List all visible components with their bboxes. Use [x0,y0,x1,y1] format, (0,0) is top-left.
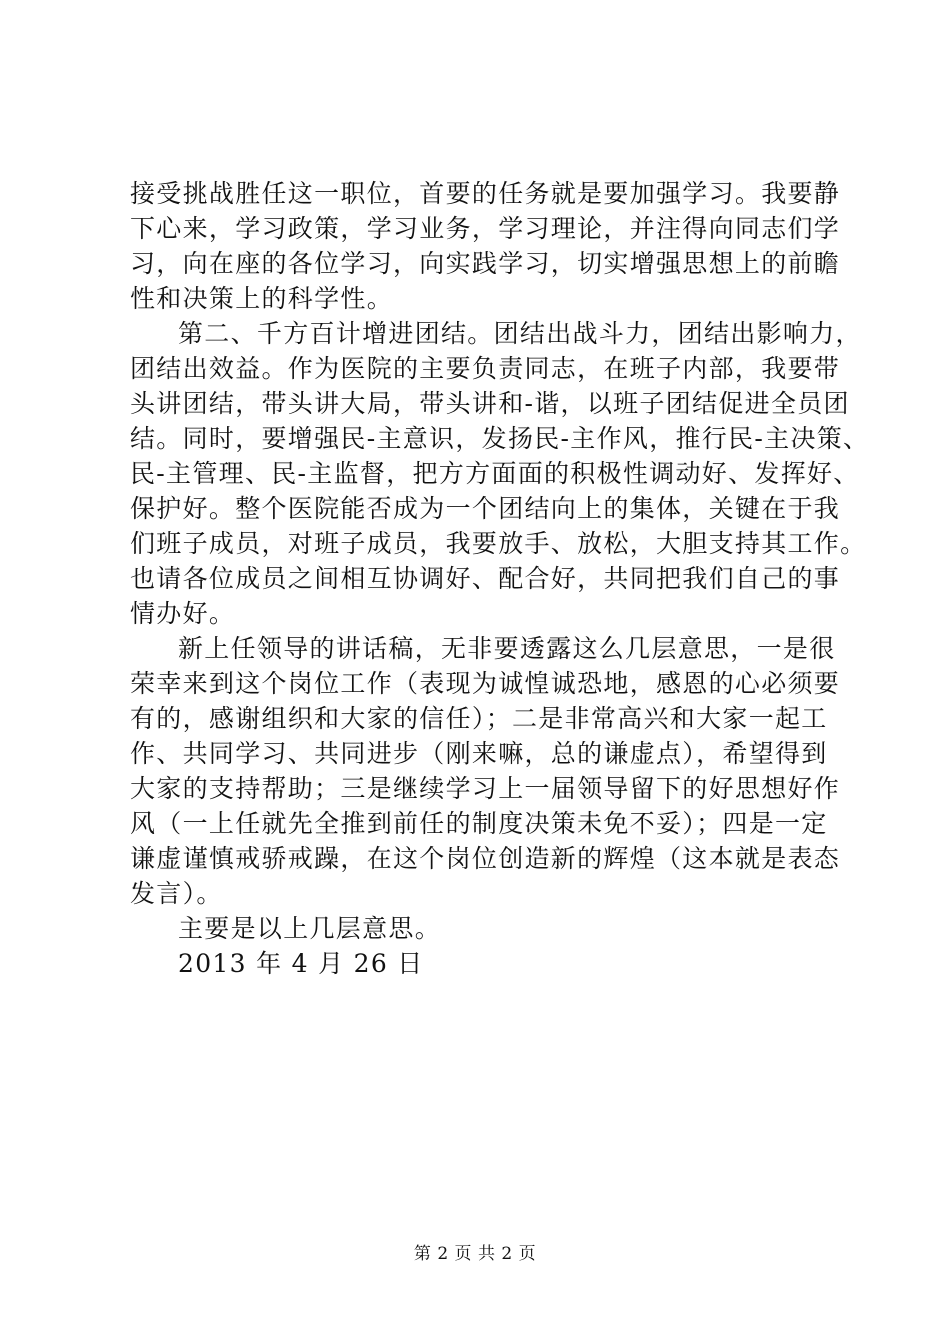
text-line: 性和决策上的科学性。 [130,284,394,313]
text-line: 也请各位成员之间相互协调好、配合好，共同把我们自己的事 [130,564,841,593]
paragraph-start-line: 第二、千方百计增进团结。团结出战斗力，团结出影响力， [178,319,862,348]
text-line: 保护好。整个医院能否成为一个团结向上的集体，关键在于我 [130,494,841,523]
text-line: 作、共同学习、共同进步（刚来嘛，总的谦虚点），希望得到 [130,739,828,768]
summary-line: 主要是以上几层意思。 [178,914,442,943]
text-line: 们班子成员，对班子成员，我要放手、放松，大胆支持其工作。 [130,529,867,558]
document-body [130,176,870,981]
text-line: 接受挑战胜任这一职位，首要的任务就是要加强学习。我要静 [130,179,841,208]
text-line: 头讲团结，带头讲大局，带头讲和-谐，以班子团结促进全员团 [130,389,850,418]
text-line: 大家的支持帮助；三是继续学习上一届领导留下的好思想好作 [130,774,841,803]
date-line: 2013 年 4 月 26 日 [178,949,424,978]
page-number-footer: 第 2 页 共 2 页 [413,1244,537,1264]
text-line: 结。同时，要增强民-主意识，发扬民-主作风，推行民-主决策、 [130,424,870,453]
text-line: 风（一上任就先全推到前任的制度决策未免不妥）；四是一定 [130,809,828,838]
text-line: 习，向在座的各位学习，向实践学习，切实增强思想上的前瞻 [130,249,841,278]
paragraph-start-line: 新上任领导的讲话稿，无非要透露这么几层意思，一是很 [178,634,836,663]
text-line: 民-主管理、民-主监督，把方方面面的积极性调动好、发挥好、 [130,459,860,488]
text-line: 荣幸来到这个岗位工作（表现为诚惶诚恐地，感恩的心必须要 [130,669,841,698]
text-line: 团结出效益。作为医院的主要负责同志，在班子内部，我要带 [130,354,841,383]
text-line: 情办好。 [130,599,236,628]
text-line: 发言）。 [130,879,223,908]
text-line: 有的，感谢组织和大家的信任）；二是非常高兴和大家一起工 [130,704,828,733]
text-line: 下心来，学习政策，学习业务，学习理论，并注得向同志们学 [130,214,841,243]
text-line: 谦虚谨慎戒骄戒躁，在这个岗位创造新的辉煌（这本就是表态 [130,844,841,873]
